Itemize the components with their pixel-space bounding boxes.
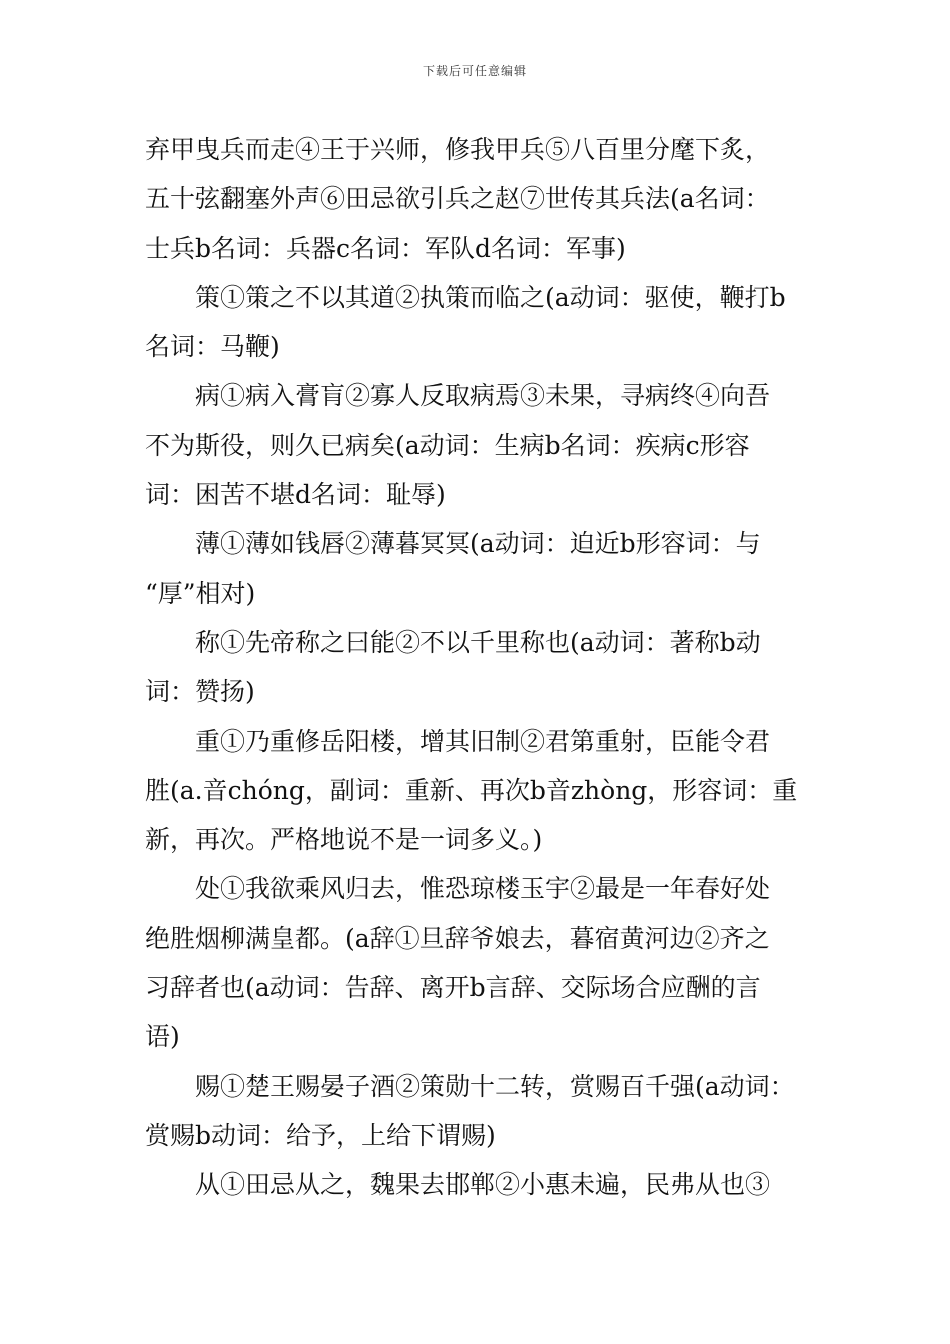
paragraph-start-line: 策①策之不以其道②执策而临之(a动词：驱使，鞭打b	[195, 282, 786, 312]
paragraph-start-line: 称①先帝称之曰能②不以千里称也(a动词：著称b动	[195, 627, 761, 657]
text-line: 词：困苦不堪d名词：耻辱)	[145, 480, 446, 510]
document-body	[145, 125, 810, 1210]
text-line: “厚”相对)	[145, 578, 256, 608]
page-header: 下载后可任意编辑	[422, 64, 527, 78]
text-line: 胜(a.音chóng，副词：重新、再次b音zhòng，形容词：重	[145, 775, 798, 805]
paragraph-start-line: 处①我欲乘风归去，惟恐琼楼玉宇②最是一年春好处	[195, 874, 771, 904]
text-line: 名词：马鞭)	[145, 332, 280, 362]
paragraph-start-line: 薄①薄如钱唇②薄暮冥冥(a动词：迫近b形容词：与	[195, 529, 761, 559]
text-line: 新，再次。严格地说不是一词多义。)	[145, 825, 543, 855]
text-line: 绝胜烟柳满皇都。(a辞①旦辞爷娘去，暮宿黄河边②齐之	[145, 923, 770, 953]
text-line: 不为斯役，则久已病矣(a动词：生病b名词：疾病c形容	[145, 430, 750, 460]
text-line: 词：赞扬)	[145, 677, 255, 707]
paragraph-start-line: 病①病入膏肓②寡人反取病焉③未果，寻病终④向吾	[195, 381, 771, 411]
text-line: 语)	[145, 1022, 180, 1052]
text-line: 习辞者也(a动词：告辞、离开b言辞、交际场合应酬的言	[145, 973, 761, 1003]
paragraph-start-line: 从①田忌从之，魏果去邯郸②小惠未遍，民弗从也③	[195, 1170, 771, 1200]
text-line: 弃甲曳兵而走④王于兴师，修我甲兵⑤八百里分麾下炙，	[145, 135, 771, 164]
paragraph-start-line: 赐①楚王赐晏子酒②策勋十二转，赏赐百千强(a动词：	[195, 1071, 795, 1101]
text-line: 士兵b名词：兵器c名词：军队d名词：军事)	[145, 233, 626, 263]
paragraph-start-line: 重①乃重修岳阳楼，增其旧制②君第重射，臣能令君	[195, 726, 771, 756]
text-line: 赏赐b动词：给予，上给下谓赐)	[145, 1120, 496, 1150]
text-line: 五十弦翻塞外声⑥田忌欲引兵之赵⑦世传其兵法(a名词：	[145, 184, 770, 214]
